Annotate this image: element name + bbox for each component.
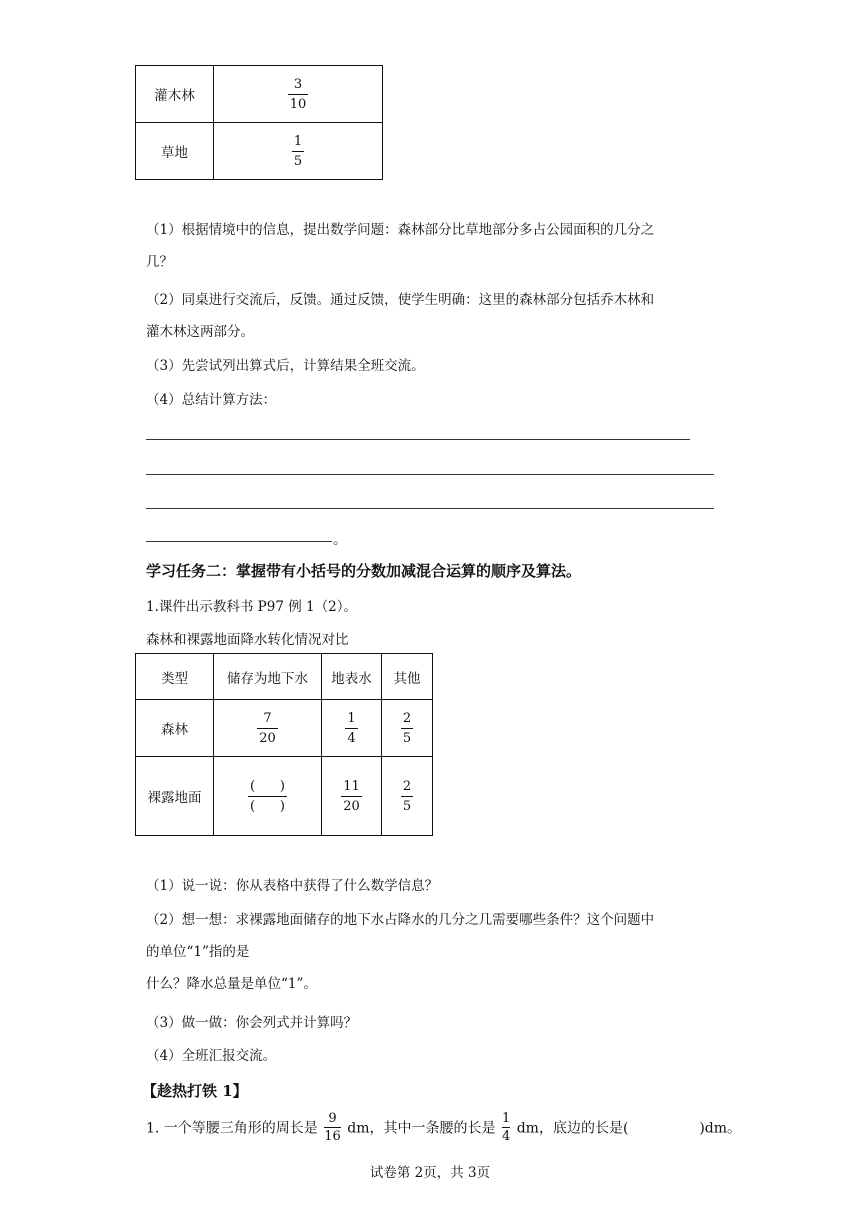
fraction: $\frac{2}{5}$ bbox=[402, 778, 412, 814]
answer-line[interactable] bbox=[146, 439, 690, 440]
row-label: 草地 bbox=[136, 123, 214, 180]
fraction-cell bbox=[382, 757, 433, 836]
page-footer: 试卷第 2页，共 3页 bbox=[369, 1165, 491, 1181]
table-vegetation bbox=[135, 65, 383, 180]
table2-caption: 森林和裸露地面降水转化情况对比 bbox=[146, 632, 349, 648]
section2-q3: （3）做一做：你会列式并计算吗？ bbox=[146, 1015, 358, 1031]
fraction-cell bbox=[382, 700, 433, 757]
fraction-cell bbox=[322, 700, 382, 757]
fraction: $\frac{1}{5}$ bbox=[293, 133, 303, 169]
column-header: 类型 bbox=[136, 654, 214, 700]
table-header-row bbox=[136, 654, 433, 700]
section1-q2: （2）同桌进行交流后，反馈。通过反馈，使学生明确：这里的森林部分包括乔木林和 灌木林这两部分。 bbox=[146, 292, 655, 340]
table-row bbox=[136, 123, 383, 180]
section1-q1: （1）根据情境中的信息，提出数学问题：森林部分比草地部分多占公园面积的几分之 几？ bbox=[146, 222, 655, 270]
fraction-cell bbox=[214, 123, 383, 180]
section1-q3: （3）先尝试列出算式后，计算结果全班交流。 bbox=[146, 358, 425, 374]
fraction: $\frac{3}{10}$ bbox=[289, 76, 307, 112]
row-label: 森林 bbox=[136, 700, 214, 757]
exercise-question-1: 1. 一个等腰三角形的周长是 $\frac{9}{16}$ dm，其中一条腰的长是 $\frac{1}{4}$ dm，底边的长是( )dm。 bbox=[146, 1111, 742, 1144]
answer-line[interactable] bbox=[146, 474, 714, 475]
fraction: $\frac{2}{5}$ bbox=[402, 710, 412, 746]
fraction: $\frac{7}{20}$ bbox=[259, 710, 276, 746]
row-label: 裸露地面 bbox=[136, 757, 214, 836]
fraction-cell bbox=[322, 757, 382, 836]
end-mark: 。 bbox=[333, 532, 347, 548]
fraction-cell bbox=[214, 700, 322, 757]
fraction-cell[interactable] bbox=[214, 757, 322, 836]
column-header: 其他 bbox=[382, 654, 433, 700]
fraction: $\frac{1}{4}$ bbox=[347, 710, 356, 746]
table-row bbox=[136, 700, 433, 757]
exercise-heading: 【趁热打铁 1】 bbox=[142, 1082, 248, 1100]
answer-line[interactable] bbox=[146, 508, 714, 509]
column-header: 地表水 bbox=[322, 654, 382, 700]
blank-fraction[interactable]: $\frac{( )}{( )}$ bbox=[250, 778, 285, 814]
table-row bbox=[136, 757, 433, 836]
section1-q4: （4）总结计算方法： bbox=[146, 392, 277, 408]
answer-line[interactable] bbox=[146, 541, 332, 542]
section2-q4: （4）全班汇报交流。 bbox=[146, 1048, 277, 1064]
table-row bbox=[136, 66, 383, 123]
column-header: 储存为地下水 bbox=[214, 654, 322, 700]
section2-q2: （2）想一想：求裸露地面储存的地下水占降水的几分之几需要哪些条件？这个问题中 的单位“1”指的是 什么？降水总量是单位“1”。 bbox=[146, 912, 655, 992]
task2-heading: 学习任务二：掌握带有小括号的分数加减混合运算的顺序及算法。 bbox=[146, 562, 582, 580]
fraction-cell bbox=[214, 66, 383, 123]
fraction: $\frac{11}{20}$ bbox=[343, 778, 360, 814]
fraction: $\frac{1}{4}$ bbox=[501, 1111, 511, 1144]
task2-item1: 1.课件出示教科书 P97 例 1（2）。 bbox=[146, 599, 357, 615]
row-label: 灌木林 bbox=[136, 66, 214, 123]
fraction: $\frac{9}{16}$ bbox=[324, 1111, 341, 1144]
section2-q1: （1）说一说：你从表格中获得了什么数学信息？ bbox=[146, 878, 439, 894]
table-precipitation bbox=[135, 653, 433, 836]
